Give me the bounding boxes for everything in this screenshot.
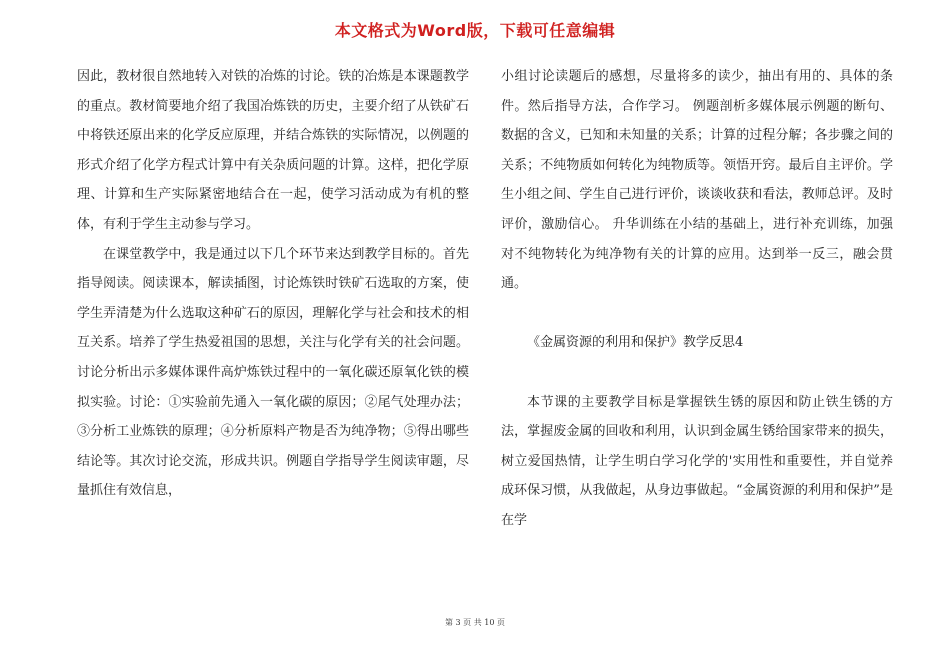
section-heading: 《金属资源的利用和保护》教学反思4 bbox=[527, 335, 744, 351]
paragraph: 因此，教材很自然地转入对铁的冶炼的讨论。铁的冶炼是本课题教学的重点。教材简要地介绍了我国冶炼铁的历史，主要介绍了从铁矿石中将铁还原出来的化学反应原理，并结合炼铁的实际情况，以例题的形式介绍了化学方程式计算中有关杂质问题的计算。这样，把化学原理、计算和生产实际紧密地结合在一起，使学习活动成为有机的整体，有利于学生主动参与学习。 bbox=[77, 69, 469, 232]
page-number: 第 3 页 共 10 页 bbox=[445, 618, 505, 627]
spacer bbox=[501, 358, 893, 388]
paragraph: 在课堂教学中，我是通过以下几个环节来达到教学目标的。首先指导阅读。阅读课本，解读插图，讨论炼铁时铁矿石选取的方案，使学生弄清楚为什么选取这种矿石的原因，理解化学与社会和技术的相互关系。培养了学生热爱祖国的思想，关注与化学有关的社会问题。 讨论分析出示多媒体课件高炉炼铁过程中的一氧化碳还原氧化铁的模拟实验。讨论：①实验前先通入一氧化碳的原因；②尾气处理办法；③分析工业炼铁的原理；④分析原料产物是否为纯净物；⑤得出哪些结论等。其次讨论交流，形成共识。例题自学指导学生阅读审题，尽量抓住有效信息， bbox=[77, 246, 469, 499]
right-column bbox=[501, 62, 893, 536]
left-column bbox=[77, 62, 469, 506]
paragraph: 本节课的主要教学目标是掌握铁生锈的原因和防止铁生锈的方法，掌握废金属的回收和利用，认识到金属生锈给国家带来的损失，树立爱国热情，让学生明白学习化学的'实用性和重要性，并自觉养成环保习惯，从我做起，从身边事做起。“金属资源的利用和保护”是在学 bbox=[501, 394, 893, 528]
word-format-banner: 本文格式为Word版，下载可任意编辑 bbox=[334, 21, 616, 40]
paragraph: 小组讨论读题后的感想，尽量将多的读少，抽出有用的、具体的条件。然后指导方法，合作学习。 例题剖析多媒体展示例题的断句、数据的含义，已知和未知量的关系；计算的过程分解；各步骤之间的关系；不纯物质如何转化为纯物质等。领悟开窍。最后自主评价。学生小组之间、学生自己进行评价，谈谈收获和看法，教师总评。及时评价，激励信心。 升华训练在小结的基础上，进行补充训练，加强对不纯物转化为纯净物有关的计算的应用。达到举一反三，融会贯通。 bbox=[501, 69, 893, 292]
spacer bbox=[501, 299, 893, 329]
